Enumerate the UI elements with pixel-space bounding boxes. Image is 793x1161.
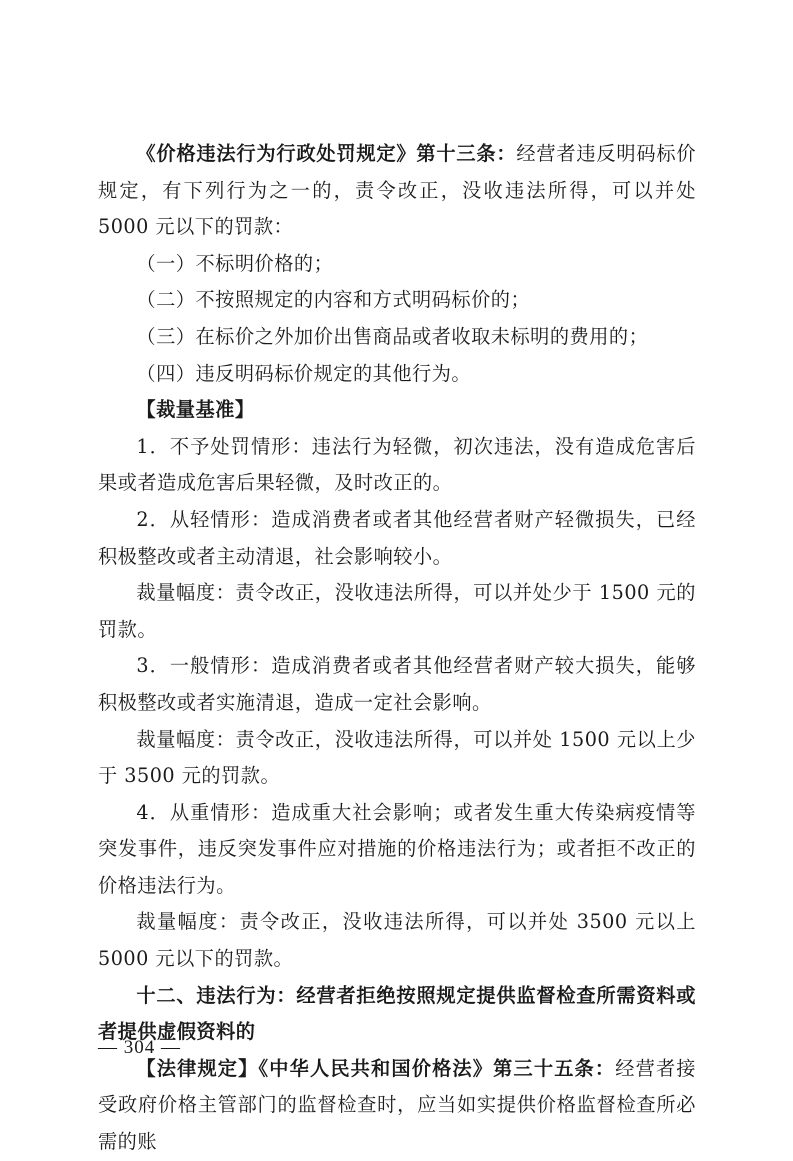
list-item-4: （四）违反明码标价规定的其他行为。 <box>136 361 472 385</box>
list-item-3: （三）在标价之外加价出售商品或者收取未标明的费用的； <box>136 324 649 348</box>
standard-1-no-penalty: 1．不予处罚情形：违法行为轻微，初次违法，没有造成危害后果或者造成危害后果轻微，及时改正的。 <box>98 434 696 495</box>
standard-2-range: 裁量幅度：责令改正，没收违法所得，可以并处少于 1500 元的罚款。 <box>98 581 696 641</box>
article-13-title: 《价格违法行为行政处罚规定》第十三条： <box>136 142 517 165</box>
discretion-standard-heading: 【裁量基准】 <box>136 398 255 422</box>
list-item-1: （一）不标明价格的； <box>136 251 334 275</box>
section-12-heading: 十二、违法行为：经营者拒绝按照规定提供监督检查所需资料或者提供虚假资料的 <box>98 983 696 1044</box>
standard-3-general: 3．一般情形：造成消费者或者其他经营者财产较大损失，能够积极整改或者实施清退，造成一定社会影响。 <box>98 654 696 714</box>
standard-4-range: 裁量幅度：责令改正，没收违法所得，可以并处 3500 元以上 5000 元以下的罚款。 <box>98 910 696 971</box>
legal-provision-paragraph <box>98 1051 696 1161</box>
list-item-2: （二）不按照规定的内容和方式明码标价的； <box>136 288 531 312</box>
legal-provision-title: 【法律规定】《中华人民共和国价格法》第三十五条： <box>136 1056 616 1080</box>
standard-2-lighter: 2．从轻情形：造成消费者或者其他经营者财产轻微损失，已经积极整改或者主动清退，社会影响较小。 <box>98 507 696 568</box>
page-number: — 304 — <box>98 1037 181 1058</box>
article-13-text: 经营者违反明码标价规定，有下列行为之一的，责令改正，没收违法所得，可以并处 5000 元以下的罚款： <box>98 142 697 239</box>
standard-4-heavier: 4．从重情形：造成重大社会影响；或者发生重大传染病疫情等突发事件，违反突发事件应对措施的价格违法行为；或者拒不改正的价格违法行为。 <box>98 800 696 897</box>
document-body <box>98 136 696 1161</box>
article-13-paragraph <box>98 136 696 246</box>
legal-provision-text: 经营者接受政府价格主管部门的监督检查时，应当如实提供价格监督检查所必需的账 <box>98 1056 696 1154</box>
standard-3-range: 裁量幅度：责令改正，没收违法所得，可以并处 1500 元以上少于 3500 元的罚款。 <box>98 727 696 788</box>
